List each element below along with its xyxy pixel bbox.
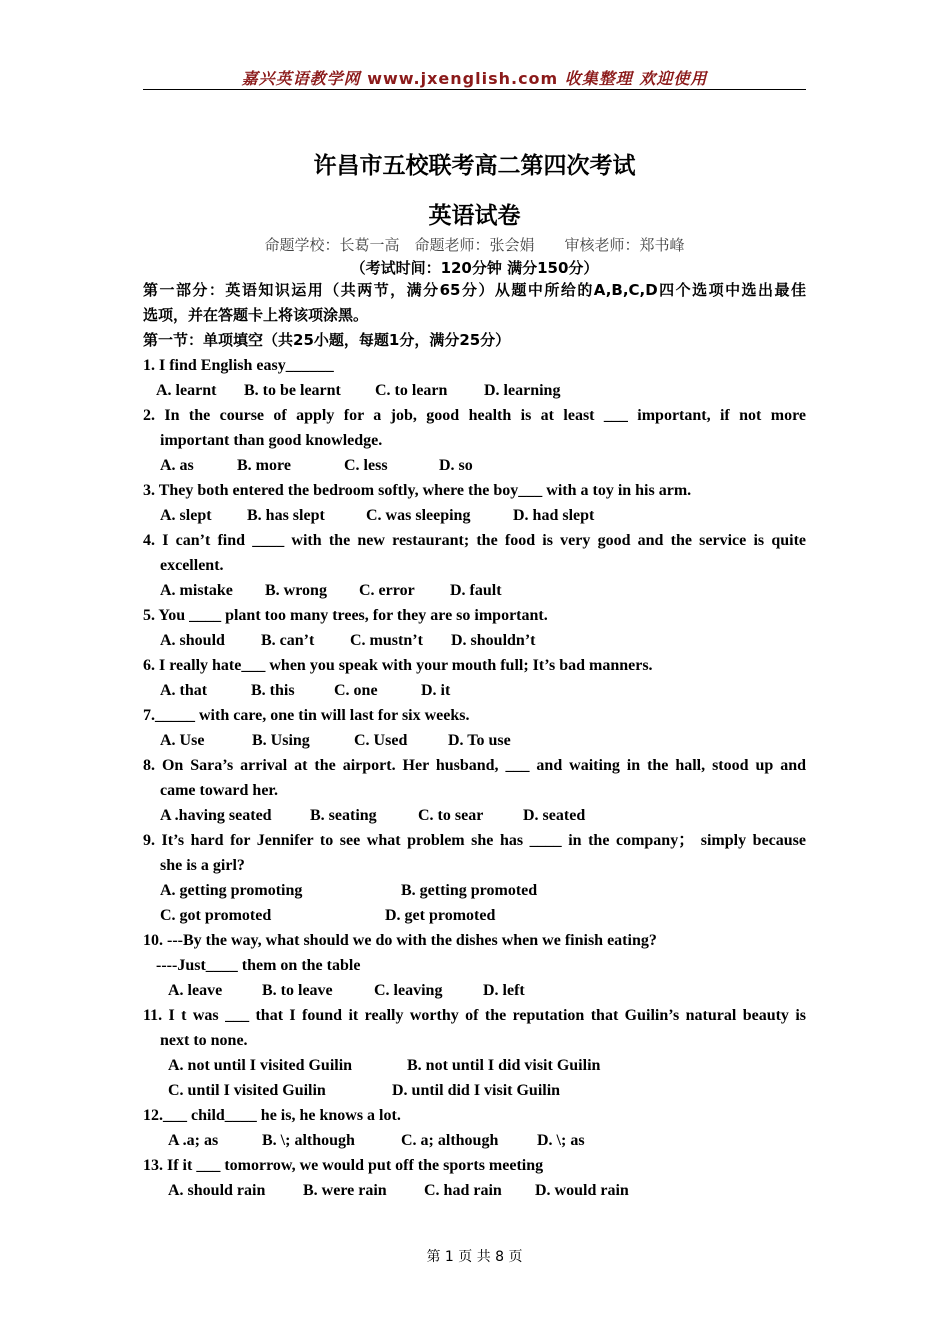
option-a: A. Use [160, 732, 205, 749]
question-10-stem-cont: ----Just____ them on the table [156, 957, 361, 974]
question-11-stem-cont: next to none. [160, 1032, 248, 1049]
question-9-stem-cont: she is a girl? [160, 857, 245, 874]
option-c: C. leaving [374, 982, 443, 999]
question-1-options [143, 378, 806, 403]
exam-title: 许昌市五校联考高二第四次考试 [313, 153, 636, 179]
option-b: B. Using [252, 732, 310, 749]
option-c: C. error [359, 582, 415, 599]
option-b: B. this [251, 682, 295, 699]
option-b: B. not until I did visit Guilin [407, 1057, 601, 1074]
question-2-options [143, 453, 806, 478]
option-b: B. getting promoted [401, 882, 538, 899]
option-a: A. slept [160, 507, 212, 524]
question-4-stem-cont: excellent. [160, 557, 224, 574]
option-d: D. would rain [535, 1182, 629, 1199]
option-c: C. less [344, 457, 388, 474]
option-d: D. so [439, 457, 473, 474]
option-d: D. left [483, 982, 525, 999]
option-d: D. until did I visit Guilin [392, 1082, 561, 1099]
page-number: 第 1 页 共 8 页 [426, 1249, 523, 1265]
question-13-stem: 13. If it ___ tomorrow, we would put off the sports meeting [143, 1157, 544, 1174]
option-b: B. \; although [262, 1132, 355, 1149]
question-12-options [143, 1128, 806, 1153]
option-c: C. to learn [375, 382, 448, 399]
header-right: 收集整理 欢迎使用 [564, 69, 708, 88]
question-2-stem-cont: important than good knowledge. [160, 432, 383, 449]
option-a: A. should [160, 632, 225, 649]
question-11-options-row-2 [143, 1078, 806, 1103]
question-9-options-row-1 [143, 878, 806, 903]
question-11-stem: 11. I t was ___ that I found it really worthy of the reputation that Guilin’s natural beauty is [143, 1007, 806, 1024]
option-d: D. \; as [537, 1132, 585, 1149]
exam-subject: 英语试卷 [428, 203, 521, 229]
option-d: D. learning [484, 382, 561, 399]
option-a: A .having seated [160, 807, 272, 824]
question-6-options [143, 678, 806, 703]
option-b: B. wrong [265, 582, 327, 599]
option-b: B. to be learnt [244, 382, 341, 399]
option-a: A. not until I visited Guilin [168, 1057, 353, 1074]
question-9-options-row-2 [143, 903, 806, 928]
option-c: C. a; although [401, 1132, 499, 1149]
question-12-stem: 12.___ child____ he is, he knows a lot. [143, 1107, 401, 1124]
option-d: D. shouldn’t [451, 632, 536, 649]
question-4-options [143, 578, 806, 603]
option-c: C. mustn’t [350, 632, 423, 649]
option-b: B. has slept [247, 507, 325, 524]
option-c: C. until I visited Guilin [168, 1082, 326, 1099]
option-b: B. to leave [262, 982, 333, 999]
question-9-stem: 9. It’s hard for Jennifer to see what problem she has ____ in the company； simply because [143, 832, 806, 849]
part-intro-1: 第一部分：英语知识运用（共两节，满分65分）从题中所给的A,B,C,D四个选项中选出最佳 [143, 281, 806, 299]
option-a: A. leave [168, 982, 223, 999]
header-site-link[interactable]: www.jxenglish.com [367, 69, 559, 88]
option-c: C. one [334, 682, 378, 699]
question-5-stem: 5. You ____ plant too many trees, for they are so important. [143, 607, 548, 624]
question-11-options-row-1 [143, 1053, 806, 1078]
part-intro-2: 选项，并在答题卡上将该项涂黑。 [143, 306, 369, 324]
question-8-options [143, 803, 806, 828]
question-3-stem: 3. They both entered the bedroom softly, where the boy___ with a toy in his arm. [143, 482, 692, 499]
section-title: 第一节：单项填空（共25小题，每题1分，满分25分） [143, 331, 511, 349]
option-c: C. had rain [424, 1182, 502, 1199]
exam-time-info: （考试时间：120分钟 满分150分） [350, 259, 599, 277]
question-3-options [143, 503, 806, 528]
option-a: A. that [160, 682, 208, 699]
page-header [143, 66, 806, 89]
header-divider [143, 89, 806, 90]
option-a: A. mistake [160, 582, 233, 599]
option-a: A. as [160, 457, 194, 474]
option-c: C. to sear [418, 807, 484, 824]
question-10-options [143, 978, 806, 1003]
option-a: A. getting promoting [160, 882, 303, 899]
option-c: C. was sleeping [366, 507, 471, 524]
option-a: A. should rain [168, 1182, 266, 1199]
question-1-stem: 1. I find English easy______ [143, 357, 334, 374]
exam-authors: 命题学校：长葛一高 命题老师：张会娟 审核老师：郑书峰 [264, 236, 685, 254]
option-c: C. Used [354, 732, 408, 749]
question-8-stem-cont: came toward her. [160, 782, 279, 799]
option-b: B. seating [310, 807, 377, 824]
exam-body [143, 278, 806, 1203]
question-2-stem: 2. In the course of apply for a job, good health is at least ___ important, if not more [143, 407, 806, 424]
option-b: B. were rain [303, 1182, 387, 1199]
option-c: C. got promoted [160, 907, 272, 924]
option-b: B. more [237, 457, 291, 474]
question-5-options [143, 628, 806, 653]
header-left: 嘉兴英语教学网 [241, 69, 361, 88]
question-10-stem: 10. ---By the way, what should we do with the dishes when we finish eating? [143, 932, 657, 949]
option-d: D. it [421, 682, 451, 699]
option-d: D. seated [523, 807, 586, 824]
option-a: A .a; as [168, 1132, 219, 1149]
option-d: D. had slept [513, 507, 595, 524]
question-8-stem: 8. On Sara’s arrival at the airport. Her husband, ___ and waiting in the hall, stood up and [143, 757, 806, 774]
question-6-stem: 6. I really hate___ when you speak with your mouth full; It’s bad manners. [143, 657, 653, 674]
question-4-stem: 4. I can’t find ____ with the new restaurant; the food is very good and the service is quite [143, 532, 806, 549]
option-d: D. get promoted [385, 907, 496, 924]
question-7-stem: 7._____ with care, one tin will last for six weeks. [143, 707, 470, 724]
question-7-options [143, 728, 806, 753]
option-a: A. learnt [156, 382, 217, 399]
question-13-options [143, 1178, 806, 1203]
option-b: B. can’t [261, 632, 315, 649]
option-d: D. To use [448, 732, 511, 749]
option-d: D. fault [450, 582, 502, 599]
